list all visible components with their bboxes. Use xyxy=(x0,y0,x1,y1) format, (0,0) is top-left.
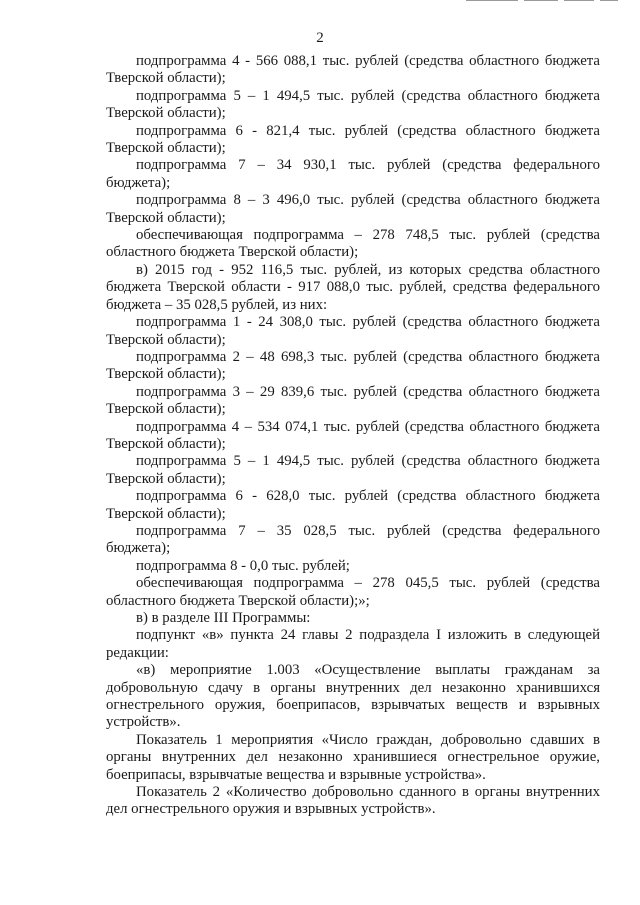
paragraph-2015-subprogram-1: подпрограмма 1 - 24 308,0 тыс. рублей (средства областного бюджета Тверской области); xyxy=(106,314,600,348)
paragraph-measure-1003: «в) мероприятие 1.003 «Осуществление выплаты гражданам за добровольную сдачу в органы внутренних дел незаконно хранившихся огнестрельного оружия, боеприпасов, взрывчатых веществ и взрывных устройств». xyxy=(106,662,600,731)
paragraph-support-subprogram: обеспечивающая подпрограмма – 278 748,5 тыс. рублей (средства областного бюджета Тверской области); xyxy=(106,227,600,261)
paragraph-2015-subprogram-8: подпрограмма 8 - 0,0 тыс. рублей; xyxy=(136,557,350,574)
paragraph-subprogram-6: подпрограмма 6 - 821,4 тыс. рублей (средства областного бюджета Тверской области); xyxy=(106,122,600,157)
page-number: 2 xyxy=(316,30,324,46)
paragraph-2015-subprogram-2: подпрограмма 2 – 48 698,3 тыс. рублей (средства областного бюджета Тверской области); xyxy=(106,348,600,383)
paragraph-2015-subprogram-7: подпрограмма 7 – 35 028,5 тыс. рублей (средства федерального бюджета); xyxy=(106,522,600,557)
paragraph-2015-subprogram-6: подпрограмма 6 - 628,0 тыс. рублей (средства областного бюджета Тверской области); xyxy=(106,488,600,522)
paragraph-subclause-v: подпункт «в» пункта 24 главы 2 подраздела I изложить в следующей редакции: xyxy=(106,627,600,661)
paragraph-subprogram-4: подпрограмма 4 - 566 088,1 тыс. рублей (средства областного бюджета Тверской области); xyxy=(106,53,600,87)
paragraph-indicator-1: Показатель 1 мероприятия «Число граждан, добровольно сдавших в органы внутренних дел незаконно хранившиеся огнестрельное оружие, боеприпасы, взрывчатые вещества и взрывные устройства». xyxy=(106,731,600,783)
paragraph-subprogram-5: подпрограмма 5 – 1 494,5 тыс. рублей (средства областного бюджета Тверской области); xyxy=(106,87,600,122)
paragraph-indicator-2: Показатель 2 «Количество добровольно сданного в органы внутренних дел огнестрельного оружия и взрывных устройств». xyxy=(106,784,600,818)
paragraph-2015-subprogram-5: подпрограмма 5 – 1 494,5 тыс. рублей (средства областного бюджета Тверской области); xyxy=(106,453,600,487)
paragraph-subprogram-7: подпрограмма 7 – 34 930,1 тыс. рублей (средства федерального бюджета); xyxy=(106,157,600,191)
scan-edge-marks xyxy=(466,0,618,3)
paragraph-2015-subprogram-3: подпрограмма 3 – 29 839,6 тыс. рублей (средства областного бюджета Тверской области); xyxy=(106,383,600,418)
paragraph-2015-support-subprogram: обеспечивающая подпрограмма – 278 045,5 тыс. рублей (средства областного бюджета Тверской области);»; xyxy=(106,575,600,609)
document-body xyxy=(106,53,600,819)
paragraph-2015-subprogram-4: подпрограмма 4 – 534 074,1 тыс. рублей (средства областного бюджета Тверской области); xyxy=(106,418,600,452)
paragraph-subprogram-8: подпрограмма 8 – 3 496,0 тыс. рублей (средства областного бюджета Тверской области); xyxy=(106,192,600,226)
paragraph-section-iii: в) в разделе III Программы: xyxy=(136,610,311,626)
paragraph-year-2015: в) 2015 год - 952 116,5 тыс. рублей, из которых средства областного бюджета Тверской области - 917 088,0 тыс. рублей, средства федерального бюджета – 35 028,5 рублей, из них: xyxy=(106,261,600,313)
